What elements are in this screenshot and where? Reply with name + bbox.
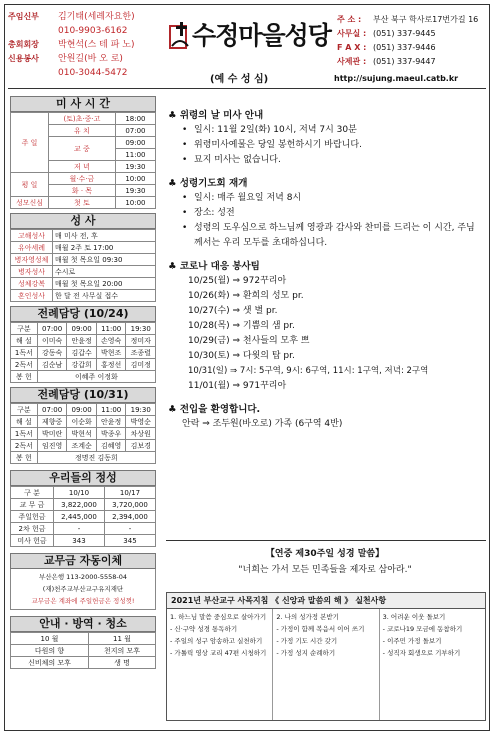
- pastoral-program: [166, 592, 486, 721]
- notice-list: • 일시: 매주 월요일 저녁 8시 • 장소: 성전 • 성령의 도우심으로 하느님께 영광과 감사와 찬미를 드리는 이 시간, 주님께서는 우리 모두를 초대하십니다.: [168, 191, 478, 251]
- left-column: [10, 96, 156, 669]
- program-column: 2. 나의 성가정 본받기 - 가정이 함께 복음서 이어 쓰기 - 가정 기도 시간 갖기 - 가정 성지 순례하기: [273, 609, 379, 720]
- notice-title: ♣ 위령의 날 미사 안내: [168, 110, 264, 121]
- mass-title: 미 사 시 간: [10, 96, 156, 112]
- guide-title: 안내 · 방역 · 청소: [10, 616, 156, 632]
- moving-text: 안락 ⇒ 조두원(바오로) 가족 (6구역 4반): [182, 419, 343, 429]
- autopay-box: 부산은행 113-2000-5558-04 (재)천주교부산교구유지재단 교무금은 계좌에 주일헌금은 정성껏!: [10, 569, 156, 610]
- page-title: 수정마을성당: [192, 21, 331, 50]
- offering-title: 우리들의 정성: [10, 470, 156, 486]
- header-divider: [8, 88, 486, 89]
- mass-table: 주 일 (토)초·중·고 18:00 유 치 07:00 교 중 09:00 11:00 저 녁 19:30 평 일 월·수·금 10:00 화 · 목 19:30 성모신심 첫 토 10:00: [10, 112, 156, 209]
- staff-info: 주임신부 김기태(세례자요한) 010-9903-6162 총회회장 박현석(스 테 파 노) 신용봉사 안원길(바 오 로) 010-3044-5472: [8, 12, 135, 78]
- duty2-table: 구분 07:00 09:00 11:00 19:30 해 설 제향중 이순화 안윤정 박영순 1독서 박미란 박현석 박종우 차상원 2독서 임진영 조계순 김혜영 김보경 봉 헌 정명진 김동희: [10, 403, 156, 464]
- program-column: 1. 하느님 말씀 중심으로 살아가기 - 신·구약 성경 통독하기 - 주일의 성구 암송하고 실천하기 - 가톨릭 영상 교리 47편 시청하기: [167, 609, 273, 720]
- sacrament-table: 고해성사 매 미사 전, 후 유아세례 매월 2주 토 17:00 병자영성체 매월 첫 목요일 09:30 병자성사 수시로 성체강복 매월 첫 목요일 20:00 혼인성사 한 달 전 사무실 접수: [10, 229, 156, 302]
- website-link[interactable]: http://sujung.maeul.catb.kr: [334, 74, 459, 83]
- church-logo-icon: [168, 22, 194, 52]
- guide-table: 10 월 11 월 다원의 향 천지의 모후 신비체의 모후 생 명: [10, 632, 156, 669]
- program-column: 3. 어려운 이웃 돌보기 - 코로나19 모금에 동참하기 - 이주민 가정 돌보기 - 성직자 회생으로 기부하기: [382, 613, 463, 657]
- duty1-title: 전례담당 (10/24): [10, 306, 156, 322]
- offering-table: 구 분 10/10 10/17 교 무 금 3,822,000 3,720,000 주일헌금 2,445,000 2,394,000 2차 헌금 - - 미사 헌금 343 345: [10, 486, 156, 547]
- duty2-title: 전례담당 (10/31): [10, 387, 156, 403]
- notices: [168, 108, 478, 432]
- contact-info: 주 소 : 부산 북구 학사로17번가길 16 사무실 : (051) 337-9445 F A X : (051) 337-9446 사제관 : (051) 337-9447: [337, 15, 479, 66]
- corona-title: ♣ 코로나 대응 봉사팀: [168, 261, 260, 272]
- notice-title: ♣ 성령기도회 재개: [168, 178, 248, 189]
- sacrament-title: 성 사: [10, 213, 156, 229]
- verse-box: 【연중 제30주일 성경 말씀】 "너희는 가서 모든 민족들을 제자로 삼아라.": [238, 549, 412, 575]
- page-subtitle: (예 수 성 심): [210, 74, 269, 85]
- notice-list: • 일시: 11월 2일(화) 10시, 저녁 7시 30분 • 위령미사예물은 당일 봉헌하시기 바랍니다. • 묘지 미사는 없습니다.: [168, 123, 478, 168]
- program-header: 2021년 부산교구 사목지침 《 신앙과 말씀의 해 》 실천사항: [166, 592, 486, 609]
- autopay-title: 교무금 자동이체: [10, 553, 156, 569]
- corona-schedule: 10/25(월) ⇒ 972꾸리아 10/26(화) ⇒ 환희의 성모 pr. 10/27(수) ⇒ 샛 별 pr. 10/28(목) ⇒ 기쁨의 샘 pr. 10/29(금) ⇒ 천사들의 모후 쁘 10/30(토) ⇒ 다윗의 탑 pr. 10/31(일) ⇒ 7시: 5구역, 9시: 6구역, 11시: 1구역, 저녁: 2구역 11/01(월) ⇒ 971꾸리아: [188, 276, 429, 391]
- verse-divider: [166, 540, 486, 541]
- duty1-table: 구분 07:00 09:00 11:00 19:30 해 설 이미숙 안윤정 손영숙 정미자 1독서 강동숙 김갑수 박현조 조종렬 2독서 김순남 강갑희 홍정선 김미정 봉 헌 이혜주 이정화: [10, 322, 156, 383]
- moving-title: ♣ 전입을 환영합니다.: [168, 404, 261, 415]
